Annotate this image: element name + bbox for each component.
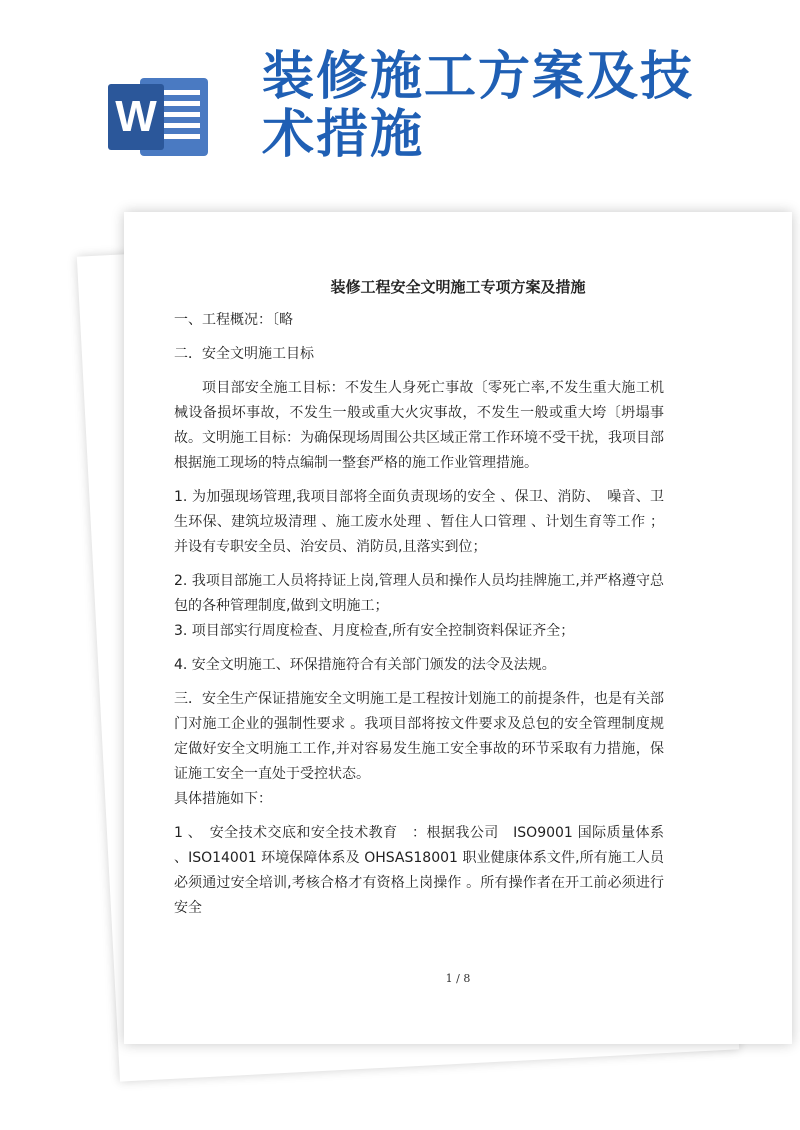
- specific-measures-heading: 具体措施如下：: [174, 791, 272, 807]
- cover-headline-line2: 术措施: [262, 105, 425, 165]
- section-safety-goals-heading: 二．安全文明施工目标: [174, 346, 314, 362]
- measure-item-3: 3. 项目部实行周度检查、月度检查,所有安全控制资料保证齐全；: [174, 623, 575, 639]
- section-project-overview: 一、工程概况：〔略: [174, 312, 293, 328]
- word-icon-lines: [164, 90, 200, 145]
- measure-item-4: 4. 安全文明施工、环保措施符合有关部门颁发的法令及法规。: [174, 657, 556, 673]
- document-page: [124, 212, 792, 1044]
- word-document-icon: [108, 78, 212, 156]
- cover-headline: [262, 48, 762, 164]
- measure-item-2: 2. 我项目部施工人员将持证上岗,管理人员和操作人员均挂牌施工,并严格遵守总包的各种管理制度,做到文明施工；: [174, 573, 664, 614]
- page-number: 1 / 8: [445, 972, 471, 985]
- document-body: [174, 308, 664, 930]
- document-title: 装修工程安全文明施工专项方案及措施: [330, 278, 586, 296]
- cover-headline-line1: 装修施工方案及技: [262, 47, 695, 107]
- measure-item-1: 1. 为加强现场管理,我项目部将全面负责现场的安全 、保卫、消防、 噪音、卫生环保、建筑垃圾清理 、施工废水处理 、暂住人口管理 、计划生育等工作 ；并设有专职安全员、治安员、消防员,且落实到位；: [174, 489, 664, 555]
- section-safety-assurance: 三．安全生产保证措施安全文明施工是工程按计划施工的前提条件，也是有关部门对施工企业的强制性要求 。我项目部将按文件要求及总包的安全管理制度规定做好安全文明施工工作,并对容易发生施工安全事故的环节采取有力措施，保证施工安全一直处于受控状态。: [174, 691, 664, 782]
- safety-goals-paragraph: 项目部安全施工目标：不发生人身死亡事故〔零死亡率,不发生重大施工机械设备损坏事故，不发生一般或重大火灾事故，不发生一般或重大垮〔坍塌事故。文明施工目标：为确保现场周围公共区域正常工作环境不受干扰，我项目部根据施工现场的特点编制一整套严格的施工作业管理措施。: [174, 380, 664, 471]
- specific-measure-1: 1 、 安全技术交底和安全技术教育 ：根据我公司 ISO9001 国际质量体系 、ISO14001 环境保障体系及 OHSAS18001 职业健康体系文件,所有施工人员必须通过安全培训,考核合格才有资格上岗操作 。所有操作者在开工前必须进行安全: [174, 825, 664, 916]
- word-icon-letter: W: [108, 84, 164, 150]
